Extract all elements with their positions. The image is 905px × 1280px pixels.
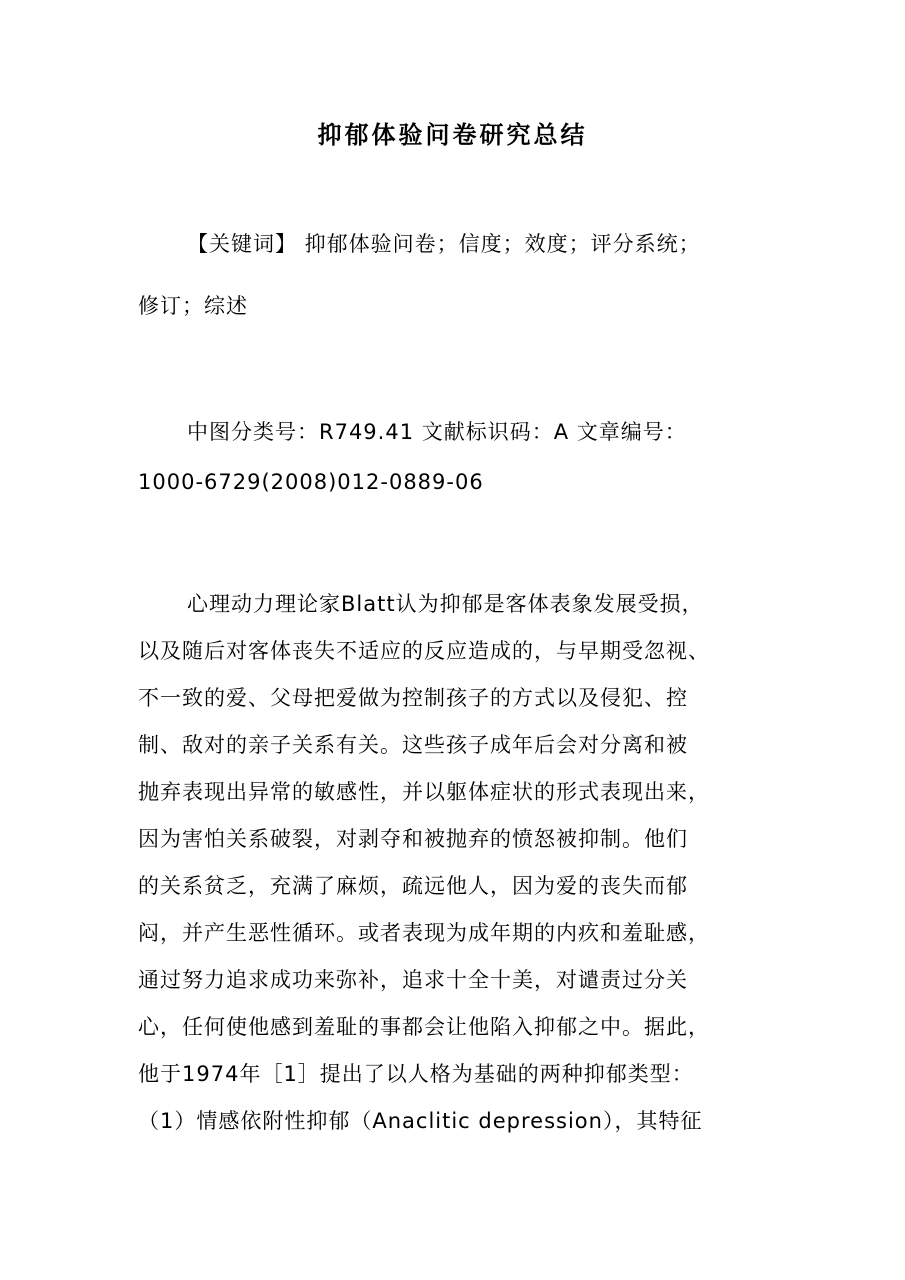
keywords-line-1: 【关键词】 抑郁体验问卷；信度；效度；评分系统； <box>187 232 701 256</box>
keywords-line-2: 修订；综述 <box>138 294 248 318</box>
page-title: 抑郁体验问卷研究总结 <box>317 120 588 149</box>
body-line: 抛弃表现出异常的敏感性，并以躯体症状的形式表现出来， <box>138 780 710 804</box>
body-line: 的关系贫乏，充满了麻烦，疏远他人，因为爱的丧失而郁 <box>138 874 688 898</box>
body-line: 心理动力理论家Blatt认为抑郁是客体表象发展受损， <box>187 592 704 616</box>
body-line: 因为害怕关系破裂，对剥夺和被抛弃的愤怒被抑制。他们 <box>138 827 688 851</box>
classification-line-2: 1000-6729(2008)012-0889-06 <box>138 470 484 494</box>
body-line: 不一致的爱、父母把爱做为控制孩子的方式以及侵犯、控 <box>138 686 688 710</box>
classification-line-1: 中图分类号：R749.41 文献标识码：A 文章编号： <box>187 420 687 444</box>
body-line: （1）情感依附性抑郁（Anaclitic depression），其特征 <box>138 1109 703 1133</box>
body-line: 通过努力追求成功来弥补，追求十全十美，对谴责过分关 <box>138 968 688 992</box>
body-line: 心，任何使他感到羞耻的事都会让他陷入抑郁之中。据此， <box>138 1015 710 1039</box>
body-line: 他于1974年［1］提出了以人格为基础的两种抑郁类型： <box>138 1062 694 1086</box>
body-line: 闷，并产生恶性循环。或者表现为成年期的内疚和羞耻感， <box>138 921 710 945</box>
body-line: 制、敌对的亲子关系有关。这些孩子成年后会对分离和被 <box>138 733 688 757</box>
body-line: 以及随后对客体丧失不适应的反应造成的，与早期受忽视、 <box>138 639 710 663</box>
